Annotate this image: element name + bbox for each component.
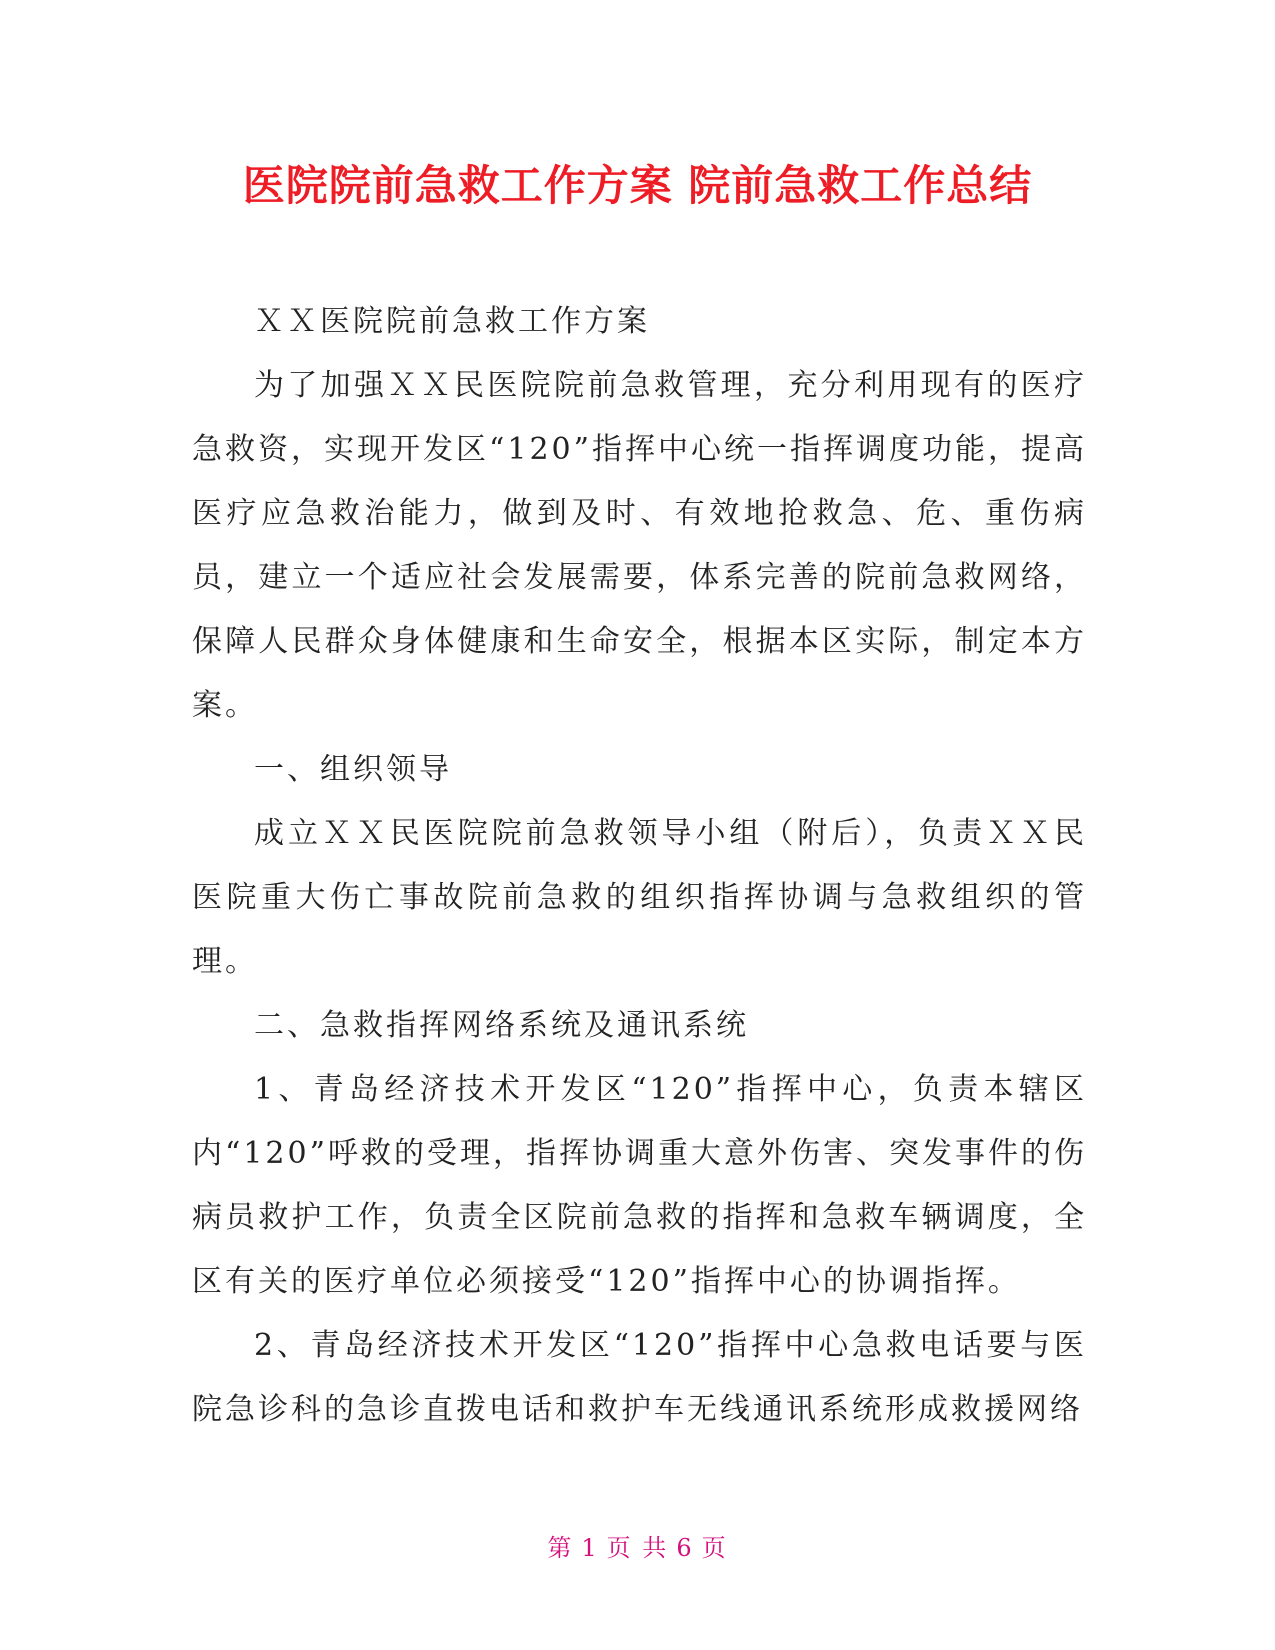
paragraph-plan-heading: ＸＸ医院院前急救工作方案: [254, 304, 650, 339]
footer-prefix: 第: [547, 1534, 574, 1562]
paragraph-section-one-body: 成立ＸＸ民医院院前急救领导小组（附后），负责ＸＸ民医院重大伤亡事故院前急救的组织指挥协调与急救组织的管理。: [192, 816, 1087, 979]
paragraph-section-one-heading: 一、组织领导: [254, 752, 452, 787]
footer-suffix: 页: [701, 1534, 728, 1562]
paragraph-intro: 为了加强ＸＸ民医院院前急救管理，充分利用现有的医疗急救资，实现开发区“120”指挥中心统一指挥调度功能，提高医疗应急救治能力，做到及时、有效地抢救急、危、重伤病员，建立一个适应社会发展需要，体系完善的院前急救网络，保障人民群众身体健康和生命安全，根据本区实际，制定本方案。: [192, 368, 1087, 723]
document-title: 医院院前急救工作方案 院前急救工作总结: [242, 161, 1033, 210]
document-body: [192, 290, 1087, 1442]
footer-page-total: 6: [676, 1534, 694, 1562]
paragraph-item-one: 1、青岛经济技术开发区“120”指挥中心，负责本辖区内“120”呼救的受理，指挥协调重大意外伤害、突发事件的伤病员救护工作，负责全区院前急救的指挥和急救车辆调度，全区有关的医疗单位必须接受“120”指挥中心的协调指挥。: [192, 1072, 1087, 1299]
footer-middle: 页 共: [606, 1534, 669, 1562]
paragraph-item-two: 2、青岛经济技术开发区“120”指挥中心急救电话要与医院急诊科的急诊直拨电话和救护车无线通讯系统形成救援网络: [192, 1328, 1087, 1427]
footer-page-number: 1: [581, 1534, 599, 1562]
page-footer: [0, 1532, 1275, 1564]
paragraph-section-two-heading: 二、急救指挥网络系统及通讯系统: [254, 1008, 749, 1043]
